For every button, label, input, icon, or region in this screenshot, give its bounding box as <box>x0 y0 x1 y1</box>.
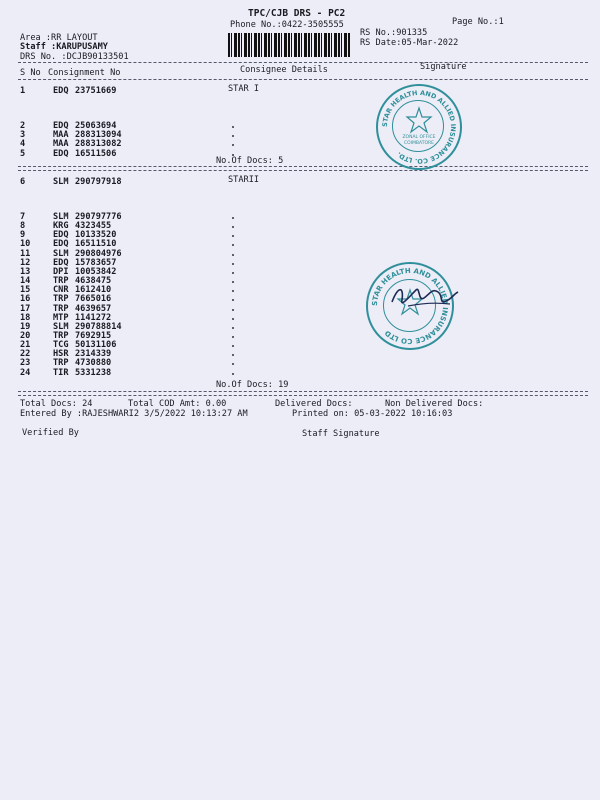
consignment-code: MAA <box>53 139 69 149</box>
consignment-code: DPI <box>53 266 69 277</box>
row-marker <box>232 318 234 320</box>
consignment-number: 288313094 <box>75 130 122 140</box>
consignment-number: 1612410 <box>75 285 112 296</box>
rs-date: RS Date:05-Mar-2022 <box>360 38 459 48</box>
svg-text:STAR HEALTH AND ALLIED INSURAN: STAR HEALTH AND ALLIED INSURANCE CO LTD <box>370 266 450 346</box>
phone-number: Phone No.:0422-3505555 <box>230 20 344 30</box>
consignment-number: 10133520 <box>75 230 117 241</box>
barcode <box>228 33 350 57</box>
row-marker <box>232 354 234 356</box>
row-marker <box>232 244 234 246</box>
row-serial-number: 23 <box>20 358 31 369</box>
consignee-name: STARII <box>228 175 260 185</box>
consignment-code: TRP <box>53 358 69 369</box>
consignment-code: TRP <box>53 330 69 341</box>
row-marker <box>232 126 234 128</box>
staff-signature: Staff Signature <box>302 429 380 439</box>
total-docs: Total Docs: 24 <box>20 399 93 409</box>
row-marker <box>232 281 234 283</box>
row-serial-number: 10 <box>20 239 31 250</box>
staff-field: Staff :KARUPUSAMY <box>20 42 108 52</box>
row-serial-number: 12 <box>20 257 31 268</box>
row-serial-number: 14 <box>20 276 31 287</box>
row-marker <box>232 309 234 311</box>
row-marker <box>232 345 234 347</box>
row-serial-number: 11 <box>20 248 31 259</box>
docs-count: No.Of Docs: 5 <box>216 156 284 166</box>
consignment-number: 4730880 <box>75 358 112 369</box>
consignment-number: 290788814 <box>75 321 122 332</box>
printed-on: Printed on: 05-03-2022 10:16:03 <box>292 409 453 419</box>
svg-text:COIMBATORE: COIMBATORE <box>404 141 434 146</box>
divider <box>18 391 588 392</box>
row-serial-number: 20 <box>20 330 31 341</box>
row-marker <box>232 263 234 265</box>
consignment-number: 4639657 <box>75 303 112 314</box>
consignment-number: 1141272 <box>75 312 112 323</box>
row-marker <box>232 272 234 274</box>
verified-by: Verified By <box>22 428 79 438</box>
drs-number: DRS No. :DCJB90133501 <box>20 52 129 62</box>
row-marker <box>232 327 234 329</box>
consignment-number: 50131106 <box>75 340 117 351</box>
divider <box>18 166 588 167</box>
row-serial-number: 16 <box>20 294 31 305</box>
non-delivered-docs: Non Delivered Docs: <box>385 399 484 409</box>
consignment-number: 7665016 <box>75 294 112 305</box>
consignment-code: EDQ <box>53 230 69 241</box>
row-marker <box>232 235 234 237</box>
row-serial-number: 6 <box>20 177 26 187</box>
consignment-code: TRP <box>53 276 69 287</box>
consignment-code: CNR <box>53 285 69 296</box>
row-serial-number: 2 <box>20 121 26 131</box>
row-marker <box>232 254 234 256</box>
svg-text:ZONAL OFFICE: ZONAL OFFICE <box>402 135 436 140</box>
row-serial-number: 8 <box>20 221 26 232</box>
col-sno: S No <box>20 68 41 78</box>
consignment-code: SLM <box>53 248 69 259</box>
page-number: Page No.:1 <box>452 17 504 27</box>
col-consignment: Consignment No <box>48 68 121 78</box>
consignment-code: EDQ <box>53 239 69 250</box>
row-marker <box>232 144 234 146</box>
row-serial-number: 13 <box>20 266 31 277</box>
row-marker <box>232 299 234 301</box>
row-serial-number: 1 <box>20 86 26 96</box>
consignment-code: SLM <box>53 177 69 187</box>
row-serial-number: 5 <box>20 149 26 159</box>
row-serial-number: 24 <box>20 367 31 378</box>
consignment-code: EDQ <box>53 149 69 159</box>
consignment-code: TCG <box>53 340 69 351</box>
svg-text:STAR HEALTH AND ALLIED INSURAN: STAR HEALTH AND ALLIED INSURANCE CO. LTD. <box>380 88 458 166</box>
consignment-number: 25063694 <box>75 121 117 131</box>
col-signature: Signature <box>420 62 467 72</box>
divider <box>18 62 588 63</box>
consignment-number: 290797918 <box>75 177 122 187</box>
col-consignee: Consignee Details <box>240 65 328 75</box>
row-marker <box>232 290 234 292</box>
consignment-code: MTP <box>53 312 69 323</box>
consignment-number: 16511506 <box>75 149 117 159</box>
row-serial-number: 3 <box>20 130 26 140</box>
area-field: Area :RR LAYOUT <box>20 33 98 43</box>
consignment-code: TRP <box>53 294 69 305</box>
entered-by: Entered By :RAJESHWARI2 3/5/2022 10:13:27 AM <box>20 409 248 419</box>
consignment-code: EDQ <box>53 257 69 268</box>
row-marker <box>232 226 234 228</box>
consignment-number: 4323455 <box>75 221 112 232</box>
row-serial-number: 9 <box>20 230 26 241</box>
consignment-number: 290804976 <box>75 248 122 259</box>
consignment-number: 2314339 <box>75 349 112 360</box>
consignment-number: 10053842 <box>75 266 117 277</box>
row-marker <box>232 373 234 375</box>
divider <box>18 170 588 171</box>
row-serial-number: 7 <box>20 212 26 222</box>
consignment-code: MAA <box>53 130 69 140</box>
consignment-code: TIR <box>53 367 69 378</box>
consignment-number: 16511510 <box>75 239 117 250</box>
consignment-code: EDQ <box>53 86 69 96</box>
consignment-number: 7692915 <box>75 330 112 341</box>
handwritten-signature <box>388 278 460 314</box>
delivered-docs: Delivered Docs: <box>275 399 353 409</box>
row-serial-number: 21 <box>20 340 31 351</box>
consignment-number: 23751669 <box>75 86 117 96</box>
consignment-code: EDQ <box>53 121 69 131</box>
consignment-code: SLM <box>53 212 69 222</box>
row-marker <box>232 336 234 338</box>
row-serial-number: 18 <box>20 312 31 323</box>
consignment-code: HSR <box>53 349 69 360</box>
row-marker <box>232 363 234 365</box>
rs-number: RS No.:901335 <box>360 28 428 38</box>
consignment-code: KRG <box>53 221 69 232</box>
row-serial-number: 19 <box>20 321 31 332</box>
consignee-name: STAR I <box>228 84 260 94</box>
docs-count: No.Of Docs: 19 <box>216 380 289 390</box>
company-seal-stamp <box>376 84 462 170</box>
row-marker <box>232 135 234 137</box>
row-serial-number: 22 <box>20 349 31 360</box>
consignment-number: 288313082 <box>75 139 122 149</box>
consignment-number: 290797776 <box>75 212 122 222</box>
row-serial-number: 17 <box>20 303 31 314</box>
row-serial-number: 4 <box>20 139 26 149</box>
document-title: TPC/CJB DRS - PC2 <box>248 8 346 19</box>
consignment-code: SLM <box>53 321 69 332</box>
row-marker <box>232 217 234 219</box>
divider <box>18 79 588 80</box>
total-cod-amount: Total COD Amt: 0.00 <box>128 399 227 409</box>
row-serial-number: 15 <box>20 285 31 296</box>
consignment-number: 4638475 <box>75 276 112 287</box>
consignment-number: 5331238 <box>75 367 112 378</box>
consignment-code: TRP <box>53 303 69 314</box>
divider <box>18 395 588 396</box>
consignment-number: 15783657 <box>75 257 117 268</box>
